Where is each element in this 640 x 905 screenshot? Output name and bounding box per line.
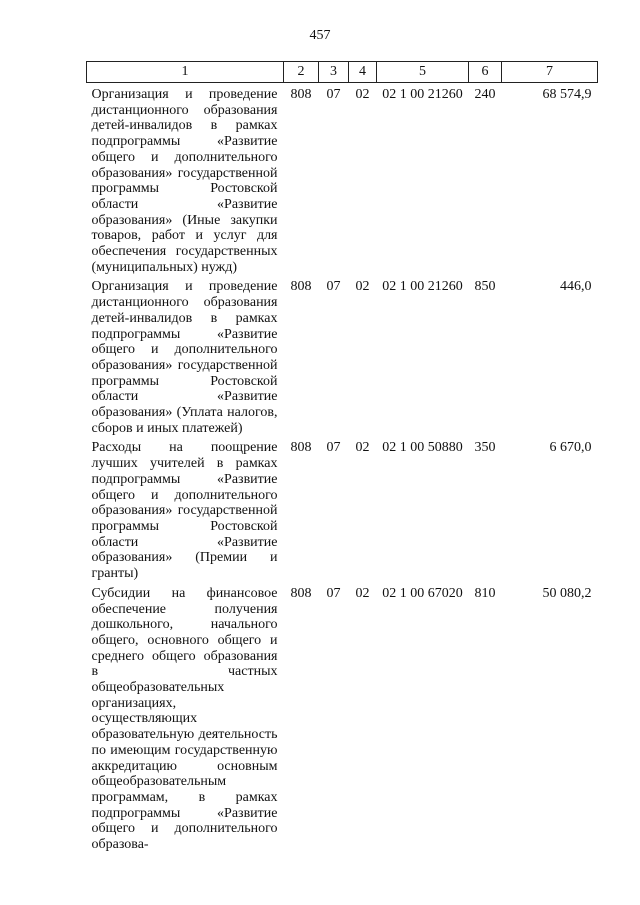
row-description: Расходы на поощрение лучших учителей в рамках подпрограммы «Развитие общего и дополнительного образования» государственной программы Ростовской области «Развитие образования» (Премии и гранты) (91, 440, 278, 582)
table-row (87, 582, 598, 853)
row-section-code: 07 (326, 440, 341, 456)
page-number: 457 (309, 28, 331, 43)
row-description: Субсидии на финансовое обеспечение получения дошкольного, начального общего, основного общего и среднего общего образования в частных общеобразовательных организациях, осуществляющих образовательную деятельность по имеющим государственную аккредитацию основным общеобразовательным программам, в рамках подпрограммы «Развитие общего и дополнительного образова- (91, 585, 278, 853)
row-subsection-code: 02 (355, 585, 370, 601)
row-amount: 446,0 (560, 279, 592, 295)
row-subsection-code: 02 (355, 87, 370, 102)
column-header-6: 6 (469, 62, 502, 83)
row-target-article: 02 1 00 21260 (382, 87, 463, 102)
table-row (87, 436, 598, 581)
row-expense-type: 810 (474, 585, 496, 601)
row-expense-type: 350 (474, 440, 496, 456)
column-header-5: 5 (377, 62, 469, 83)
row-subsection-code: 02 (355, 279, 370, 295)
row-description: Организация и проведение дистанционного образования детей-инвалидов в рамках подпрограммы «Развитие общего и дополнительного образования» государственной программы Ростовской области «Развитие образования» (Уплата налогов, сборов и иных платежей) (91, 279, 278, 436)
row-description: Организация и проведение дистанционного образования детей-инвалидов в рамках подпрограммы «Развитие общего и дополнительного образования» государственной программы Ростовской области «Развитие образования» (Иные закупки товаров, работ и услуг для обеспечения государственных (муниципальных) нужд) (91, 87, 278, 275)
row-ministry-code: 808 (290, 585, 312, 601)
row-section-code: 07 (326, 279, 341, 295)
column-header-7: 7 (502, 62, 598, 83)
column-header-2: 2 (284, 62, 319, 83)
row-section-code: 07 (326, 87, 341, 102)
table-row (87, 275, 598, 436)
table-row (87, 83, 598, 276)
column-header-4: 4 (349, 62, 377, 83)
row-expense-type: 850 (474, 279, 496, 295)
table-header-row (87, 62, 598, 83)
row-section-code: 07 (326, 585, 341, 601)
row-target-article: 02 1 00 67020 (382, 585, 463, 601)
row-subsection-code: 02 (355, 440, 370, 456)
row-expense-type: 240 (474, 87, 496, 102)
row-target-article: 02 1 00 21260 (382, 279, 463, 295)
column-header-1: 1 (87, 62, 284, 83)
row-ministry-code: 808 (290, 87, 312, 102)
row-target-article: 02 1 00 50880 (382, 440, 463, 456)
row-amount: 50 080,2 (542, 585, 592, 601)
row-amount: 6 670,0 (549, 440, 592, 456)
row-ministry-code: 808 (290, 440, 312, 456)
column-header-3: 3 (319, 62, 349, 83)
row-ministry-code: 808 (290, 279, 312, 295)
row-amount: 68 574,9 (542, 87, 592, 102)
budget-table (86, 61, 598, 853)
